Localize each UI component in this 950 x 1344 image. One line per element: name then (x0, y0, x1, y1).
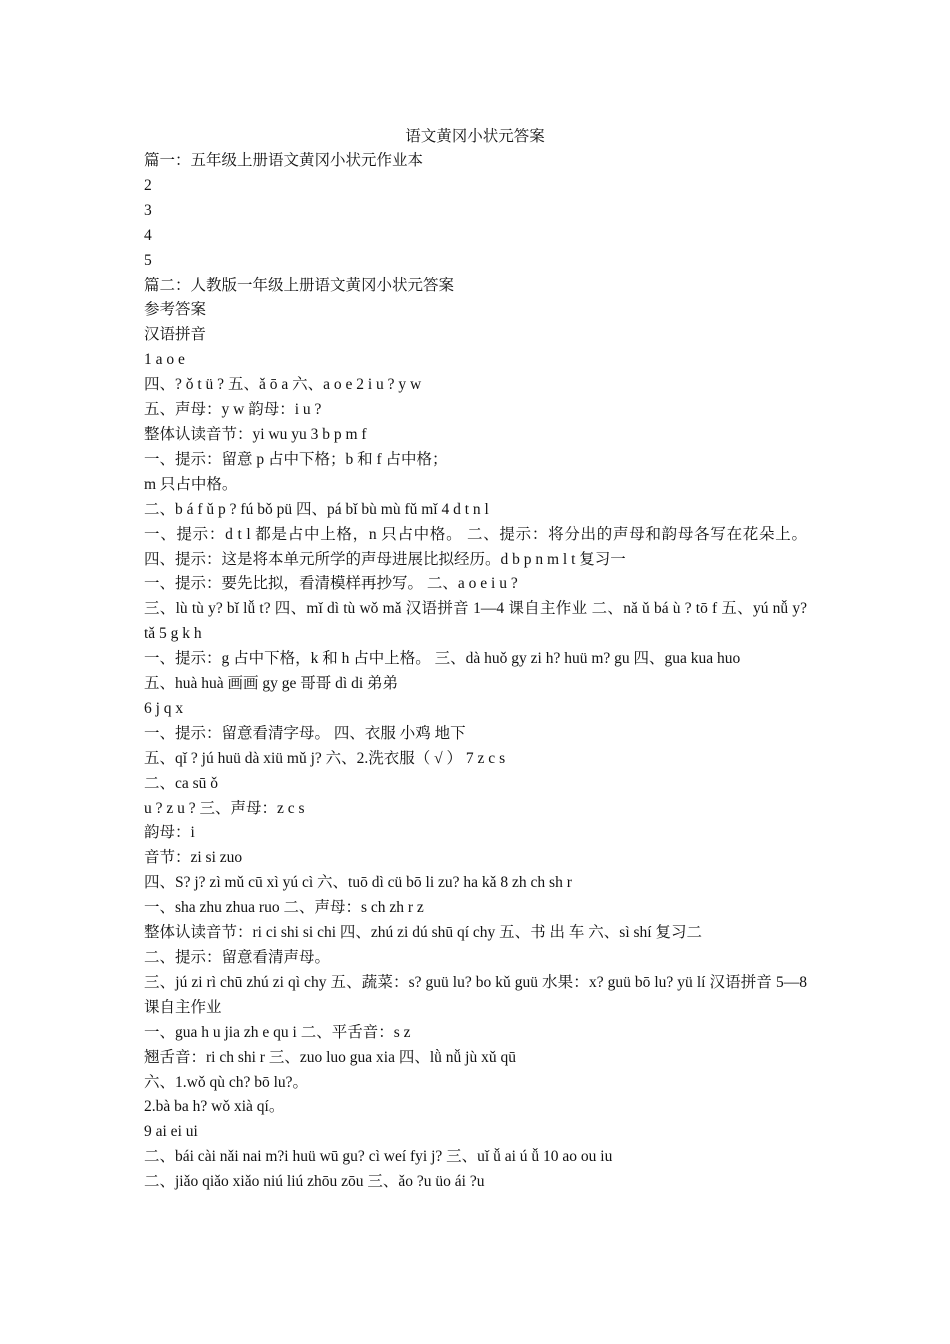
text-line: 五、huà huà 画画 gy ge 哥哥 dì di 弟弟 (144, 675, 399, 693)
text-line: 二、提示：留意看清声母。 (144, 949, 331, 966)
text-line: 五、qǐ ? jú huü dà xiü mǔ j? 六、2.洗衣服（ √ ） 7 z c s (144, 749, 506, 767)
text-paragraph: 三、lù tù y? bǐ lǚ t? 四、mǐ dì tù wǒ mǎ 汉语拼音 1—4 课自主作业 二、nǎ ǔ bá ù ? tō f 五、yú nǚ y? tǎ 5 g k h (144, 600, 807, 643)
text-line: 四、? ǒ t ü ? 五、ǎ ō a 六、a o e 2 i u ? y w (144, 376, 422, 394)
text-line: 6 j q x (144, 699, 184, 717)
text-line: 2 (144, 176, 152, 194)
text-line: 五、声母：y w 韵母：i u ? (144, 401, 322, 419)
text-line: 四、S? j? zì mǔ cū xì yú cì 六、tuō dì cü bō li zu? ha kǎ 8 zh ch sh r (144, 874, 572, 892)
text-line: 二、b á f ǔ p ? fú bǒ pü 四、pá bǐ bù mù fǔ mǐ 4 d t n l (144, 500, 489, 518)
section-heading: 篇二：人教版一年级上册语文黄冈小状元答案 (144, 276, 455, 294)
text-line: 一、提示：留意 p 占中下格；b 和 f 占中格； (144, 450, 448, 468)
text-line: u ? z u ? 三、声母：z c s (144, 799, 305, 817)
text-paragraph: 一、提示：g 占中下格，k 和 h 占中上格。 三、dà huǒ gy zi h? huü m? gu 四、gua kua huo (144, 650, 741, 668)
text-line: 3 (144, 201, 152, 219)
text-line: 二、ca sū ǒ (144, 774, 219, 792)
text-line: 篇一：五年级上册语文黄冈小状元作业本 (144, 152, 424, 169)
text-line: 汉语拼音 (144, 326, 207, 344)
text-line: 一、提示：要先比拟，看清模样再抄写。 二、a o e i u ? (144, 575, 518, 593)
text-line: 1 a o e (144, 351, 185, 369)
text-line: 翘舌音：ri ch shi r 三、zuo luo gua xia 四、lǜ nǚ jù xǔ qū (144, 1048, 516, 1066)
text-line: 5 (144, 251, 152, 269)
text-line: 二、bái cài nǎi nai m?i huü wū gu? cì weí fyi j? 三、uǐ ǚ ai ú ǚ 10 ao ou iu (144, 1148, 613, 1166)
text-line: 一、sha zhu zhua ruo 二、声母：s ch zh r z (144, 899, 424, 917)
text-line: 音节：zi si zuo (144, 849, 243, 867)
text-line: 一、提示：留意看清字母。 四、衣服 小鸡 地下 (144, 724, 466, 742)
text-line: m 只占中格。 (144, 475, 238, 493)
text-line: 整体认读音节：yi wu yu 3 b p m f (144, 425, 367, 443)
document-title: 语文黄冈小状元答案 (405, 128, 545, 145)
text-line: 韵母：i (144, 824, 195, 842)
text-line: 9 ai ei ui (144, 1123, 198, 1141)
document-body (144, 149, 807, 1195)
text-paragraph: 三、jú zi rì chū zhú zi qì chy 五、蔬菜：s? guü lu? bo kǔ guü 水果：x? guü bō lu? yü lí 汉语拼音 5—8 课自主作业 (144, 973, 807, 1016)
text-line: 整体认读音节：ri ci shi si chi 四、zhú zi dú shū qí chy 五、书 出 车 六、sì shí 复习二 (144, 924, 702, 942)
text-line: 参考答案 (144, 301, 207, 319)
text-line: 二、jiǎo qiǎo xiǎo niú liú zhōu zōu 三、ǎo ?u üo ái ?u (144, 1173, 485, 1191)
text-line: 4 (144, 226, 152, 244)
text-line: 2.bà ba h? wǒ xià qí。 (144, 1098, 285, 1116)
text-line: 一、gua h u jia zh e qu i 二、平舌音：s z (144, 1023, 411, 1041)
text-line: 六、1.wǒ qù ch? bō lu?。 (144, 1073, 309, 1091)
text-paragraph: 一、提示：d t l 都是占中上格，n 只占中格。 二、提示：将分出的声母和韵母各写在花朵上。 四、提示：这是将本单元所学的声母进展比拟经历。d b p n m l t 复习一 (144, 525, 807, 568)
